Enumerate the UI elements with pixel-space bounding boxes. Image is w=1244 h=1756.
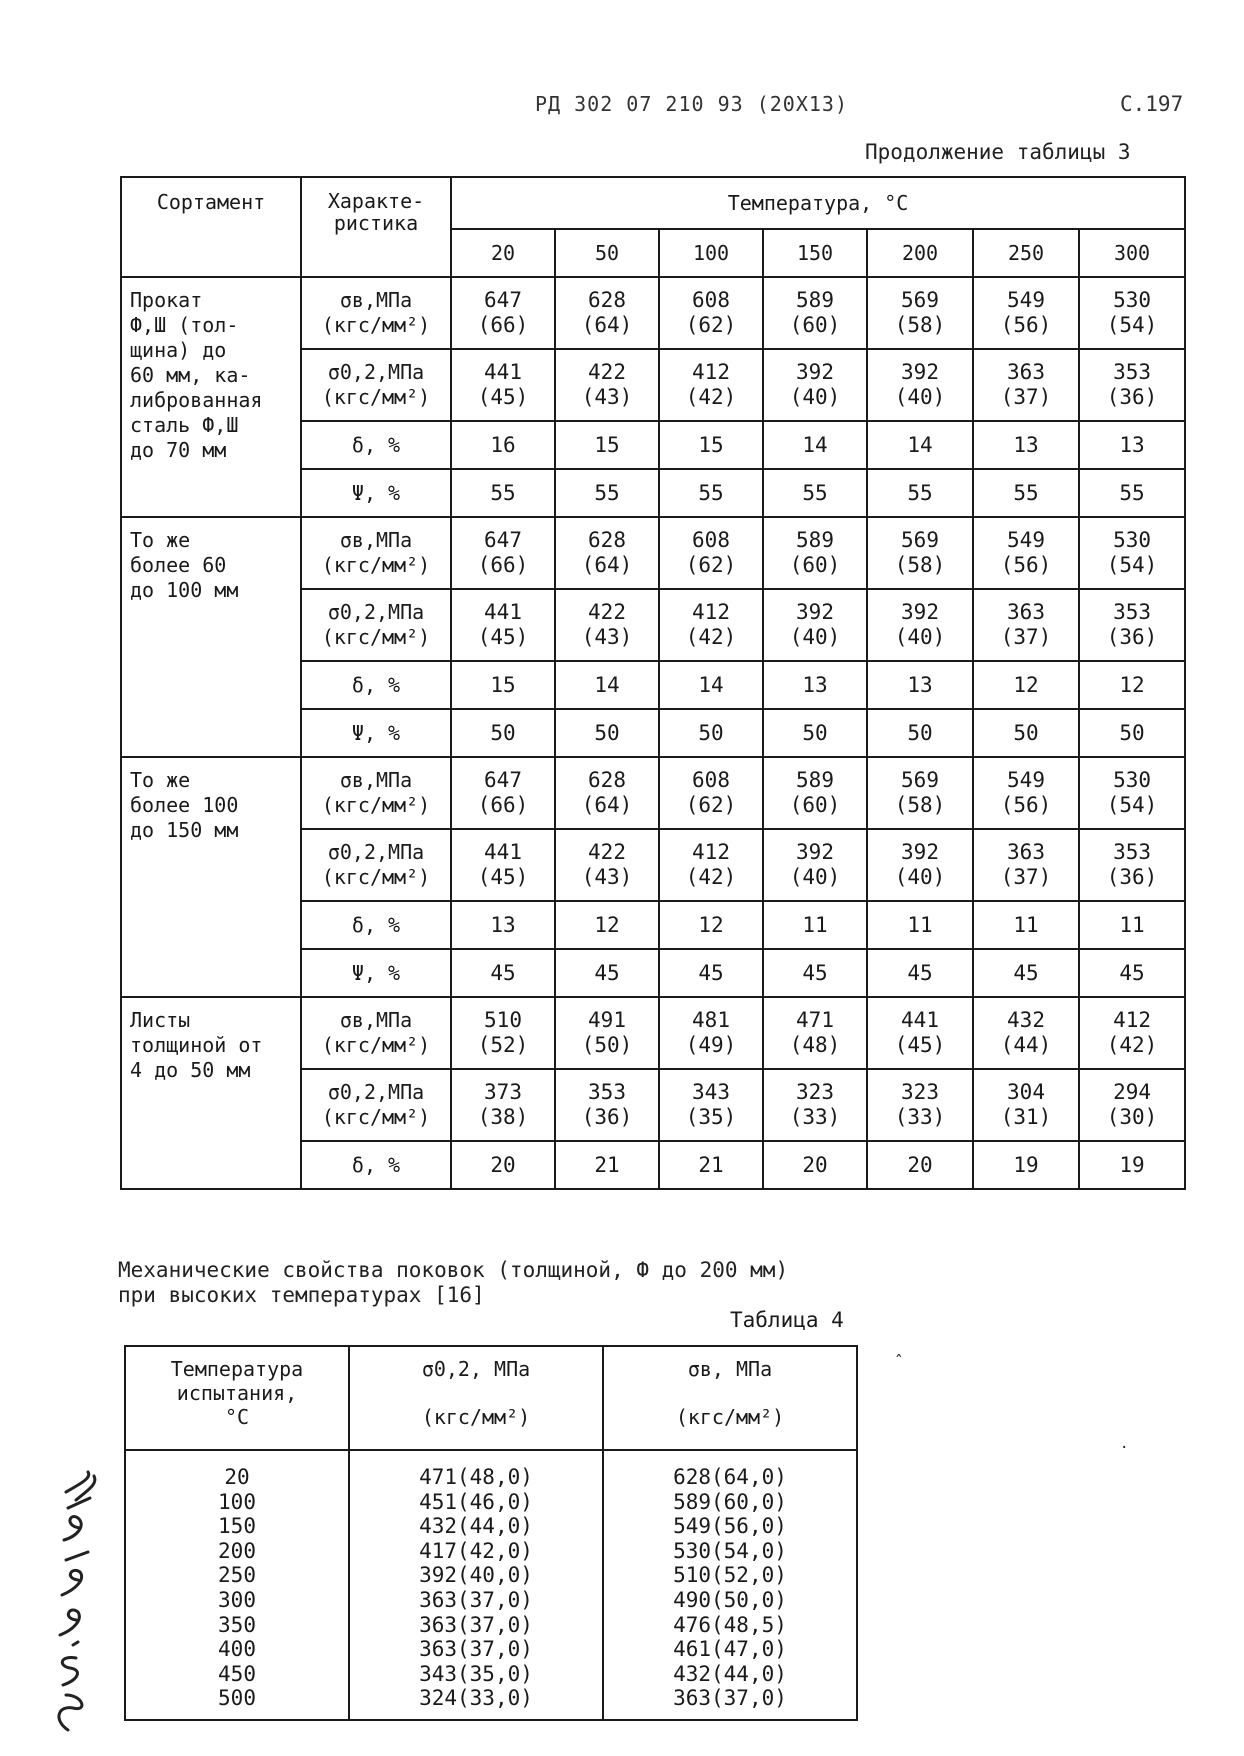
- value-cell: 45: [1079, 949, 1185, 997]
- value-cell: 530 (54): [1079, 517, 1185, 589]
- value-cell: 15: [451, 661, 555, 709]
- value-cell: 13: [451, 901, 555, 949]
- table-3: [120, 176, 1186, 1190]
- value-cell: 12: [1079, 661, 1185, 709]
- table-row: [121, 517, 1185, 589]
- value-cell: 510 (52): [451, 997, 555, 1069]
- characteristic-cell: δ, %: [301, 1141, 451, 1189]
- value-cell: 45: [451, 949, 555, 997]
- value-cell: 608 (62): [659, 277, 763, 349]
- temp-col: 150: [763, 229, 867, 277]
- value-cell: 55: [763, 469, 867, 517]
- header-temperature: Температура, °С: [451, 177, 1185, 229]
- value-cell: 392 (40): [867, 589, 973, 661]
- value-cell: 549 (56): [973, 757, 1079, 829]
- value-cell: 13: [973, 421, 1079, 469]
- value-cell: 11: [1079, 901, 1185, 949]
- value-cell: 15: [659, 421, 763, 469]
- value-cell: 304 (31): [973, 1069, 1079, 1141]
- characteristic-cell: σв,МПа (кгс/мм²): [301, 277, 451, 349]
- value-cell: 19: [1079, 1141, 1185, 1189]
- value-cell: 50: [867, 709, 973, 757]
- characteristic-cell: σ0,2,МПа (кгс/мм²): [301, 589, 451, 661]
- value-cell: 20: [867, 1141, 973, 1189]
- characteristic-cell: Ψ, %: [301, 709, 451, 757]
- value-cell: 45: [867, 949, 973, 997]
- value-cell: 11: [867, 901, 973, 949]
- temp-col: 250: [973, 229, 1079, 277]
- value-cell: 14: [763, 421, 867, 469]
- value-cell: 569 (58): [867, 517, 973, 589]
- sortament-cell: То же более 60 до 100 мм: [121, 517, 301, 757]
- value-cell: 21: [555, 1141, 659, 1189]
- value-cell: 363 (37): [973, 829, 1079, 901]
- header-characteristic: Характе- ристика: [301, 177, 451, 277]
- value-cell: 45: [763, 949, 867, 997]
- sortament-cell: То же более 100 до 150 мм: [121, 757, 301, 997]
- value-cell: 481 (49): [659, 997, 763, 1069]
- value-cell: 45: [659, 949, 763, 997]
- value-cell: 647 (66): [451, 277, 555, 349]
- temp-col: 300: [1079, 229, 1185, 277]
- value-cell: 50: [973, 709, 1079, 757]
- value-cell: 530 (54): [1079, 277, 1185, 349]
- value-cell: 50: [659, 709, 763, 757]
- value-cell: 294 (30): [1079, 1069, 1185, 1141]
- characteristic-cell: σ0,2,МПа (кгс/мм²): [301, 1069, 451, 1141]
- value-cell: 20: [451, 1141, 555, 1189]
- value-cell: 441 (45): [867, 997, 973, 1069]
- header-sortament: Сортамент: [121, 177, 301, 277]
- value-cell: 412 (42): [659, 589, 763, 661]
- sortament-cell: Прокат Ф,Ш (тол- щина) до 60 мм, ка- либрованная сталь Ф,Ш до 70 мм: [121, 277, 301, 517]
- value-cell: 392 (40): [867, 349, 973, 421]
- value-cell: 55: [555, 469, 659, 517]
- value-cell: 11: [973, 901, 1079, 949]
- value-cell: 412 (42): [659, 349, 763, 421]
- characteristic-cell: δ, %: [301, 421, 451, 469]
- value-cell: 353 (36): [555, 1069, 659, 1141]
- t4-header-temperature: Температура испытания, °С: [125, 1346, 349, 1450]
- value-cell: 549 (56): [973, 277, 1079, 349]
- value-cell: 353 (36): [1079, 829, 1185, 901]
- value-cell: 20: [763, 1141, 867, 1189]
- value-cell: 491 (50): [555, 997, 659, 1069]
- characteristic-cell: σ0,2,МПа (кгс/мм²): [301, 829, 451, 901]
- value-cell: 12: [973, 661, 1079, 709]
- value-cell: 50: [451, 709, 555, 757]
- value-cell: 45: [555, 949, 659, 997]
- value-cell: 16: [451, 421, 555, 469]
- value-cell: 628 (64): [555, 757, 659, 829]
- value-cell: 13: [763, 661, 867, 709]
- value-cell: 608 (62): [659, 517, 763, 589]
- value-cell: 55: [1079, 469, 1185, 517]
- temp-col: 50: [555, 229, 659, 277]
- table-4-caption: Механические свойства поковок (толщиной, Ф до 200 мм) при высоких температурах [16]: [118, 1258, 789, 1307]
- value-cell: 441 (45): [451, 829, 555, 901]
- value-cell: 589 (60): [763, 757, 867, 829]
- t4-yield-values: 471(48,0) 451(46,0) 432(44,0) 417(42,0) 392(40,0) 363(37,0) 363(37,0) 363(37,0) 343(35,0) 324(33,0): [349, 1450, 603, 1720]
- value-cell: 628 (64): [555, 517, 659, 589]
- value-cell: 15: [555, 421, 659, 469]
- value-cell: 373 (38): [451, 1069, 555, 1141]
- characteristic-cell: Ψ, %: [301, 949, 451, 997]
- value-cell: 14: [659, 661, 763, 709]
- table-row: [121, 757, 1185, 829]
- t4-header-tensile: σв, МПа (кгс/мм²): [603, 1346, 857, 1450]
- t4-temperatures: 20 100 150 200 250 300 350 400 450 500: [125, 1450, 349, 1720]
- table-row: [121, 997, 1185, 1069]
- characteristic-cell: Ψ, %: [301, 469, 451, 517]
- characteristic-cell: σ0,2,МПа (кгс/мм²): [301, 349, 451, 421]
- characteristic-cell: σв,МПа (кгс/мм²): [301, 997, 451, 1069]
- value-cell: 353 (36): [1079, 349, 1185, 421]
- value-cell: 441 (45): [451, 349, 555, 421]
- value-cell: 50: [763, 709, 867, 757]
- sortament-cell: Листы толщиной от 4 до 50 мм: [121, 997, 301, 1189]
- value-cell: 45: [973, 949, 1079, 997]
- value-cell: 343 (35): [659, 1069, 763, 1141]
- value-cell: 14: [867, 421, 973, 469]
- value-cell: 50: [555, 709, 659, 757]
- value-cell: 55: [973, 469, 1079, 517]
- value-cell: 422 (43): [555, 349, 659, 421]
- table-row: [121, 277, 1185, 349]
- table-continuation-label: Продолжение таблицы 3: [865, 140, 1131, 164]
- value-cell: 608 (62): [659, 757, 763, 829]
- temp-col: 200: [867, 229, 973, 277]
- characteristic-cell: δ, %: [301, 661, 451, 709]
- value-cell: 569 (58): [867, 757, 973, 829]
- value-cell: 21: [659, 1141, 763, 1189]
- value-cell: 11: [763, 901, 867, 949]
- value-cell: 363 (37): [973, 349, 1079, 421]
- value-cell: 530 (54): [1079, 757, 1185, 829]
- value-cell: 549 (56): [973, 517, 1079, 589]
- value-cell: 569 (58): [867, 277, 973, 349]
- temp-col: 20: [451, 229, 555, 277]
- value-cell: 363 (37): [973, 589, 1079, 661]
- scan-mark: ˆ: [894, 1352, 904, 1371]
- value-cell: 323 (33): [763, 1069, 867, 1141]
- scan-mark: ·: [1120, 1440, 1129, 1456]
- table-4: [124, 1345, 858, 1721]
- handwritten-signature: [48, 1470, 108, 1740]
- value-cell: 422 (43): [555, 829, 659, 901]
- characteristic-cell: σв,МПа (кгс/мм²): [301, 517, 451, 589]
- value-cell: 13: [867, 661, 973, 709]
- value-cell: 55: [451, 469, 555, 517]
- characteristic-cell: δ, %: [301, 901, 451, 949]
- value-cell: 628 (64): [555, 277, 659, 349]
- value-cell: 647 (66): [451, 517, 555, 589]
- table-4-label: Таблица 4: [730, 1308, 844, 1332]
- document-code: РД 302 07 210 93 (20Х13): [535, 92, 848, 116]
- t4-header-yield: σ0,2, МПа (кгс/мм²): [349, 1346, 603, 1450]
- value-cell: 323 (33): [867, 1069, 973, 1141]
- value-cell: 353 (36): [1079, 589, 1185, 661]
- value-cell: 589 (60): [763, 277, 867, 349]
- t4-tensile-values: 628(64,0) 589(60,0) 549(56,0) 530(54,0) 510(52,0) 490(50,0) 476(48,5) 461(47,0) 432(44,0) 363(37,0): [603, 1450, 857, 1720]
- value-cell: 55: [867, 469, 973, 517]
- value-cell: 392 (40): [763, 589, 867, 661]
- page-number: С.197: [1120, 92, 1184, 116]
- temp-col: 100: [659, 229, 763, 277]
- value-cell: 441 (45): [451, 589, 555, 661]
- value-cell: 55: [659, 469, 763, 517]
- value-cell: 50: [1079, 709, 1185, 757]
- value-cell: 14: [555, 661, 659, 709]
- value-cell: 412 (42): [1079, 997, 1185, 1069]
- value-cell: 19: [973, 1141, 1079, 1189]
- value-cell: 589 (60): [763, 517, 867, 589]
- value-cell: 422 (43): [555, 589, 659, 661]
- value-cell: 392 (40): [867, 829, 973, 901]
- value-cell: 13: [1079, 421, 1185, 469]
- value-cell: 432 (44): [973, 997, 1079, 1069]
- value-cell: 412 (42): [659, 829, 763, 901]
- value-cell: 12: [659, 901, 763, 949]
- value-cell: 12: [555, 901, 659, 949]
- value-cell: 647 (66): [451, 757, 555, 829]
- value-cell: 392 (40): [763, 829, 867, 901]
- characteristic-cell: σв,МПа (кгс/мм²): [301, 757, 451, 829]
- value-cell: 471 (48): [763, 997, 867, 1069]
- value-cell: 392 (40): [763, 349, 867, 421]
